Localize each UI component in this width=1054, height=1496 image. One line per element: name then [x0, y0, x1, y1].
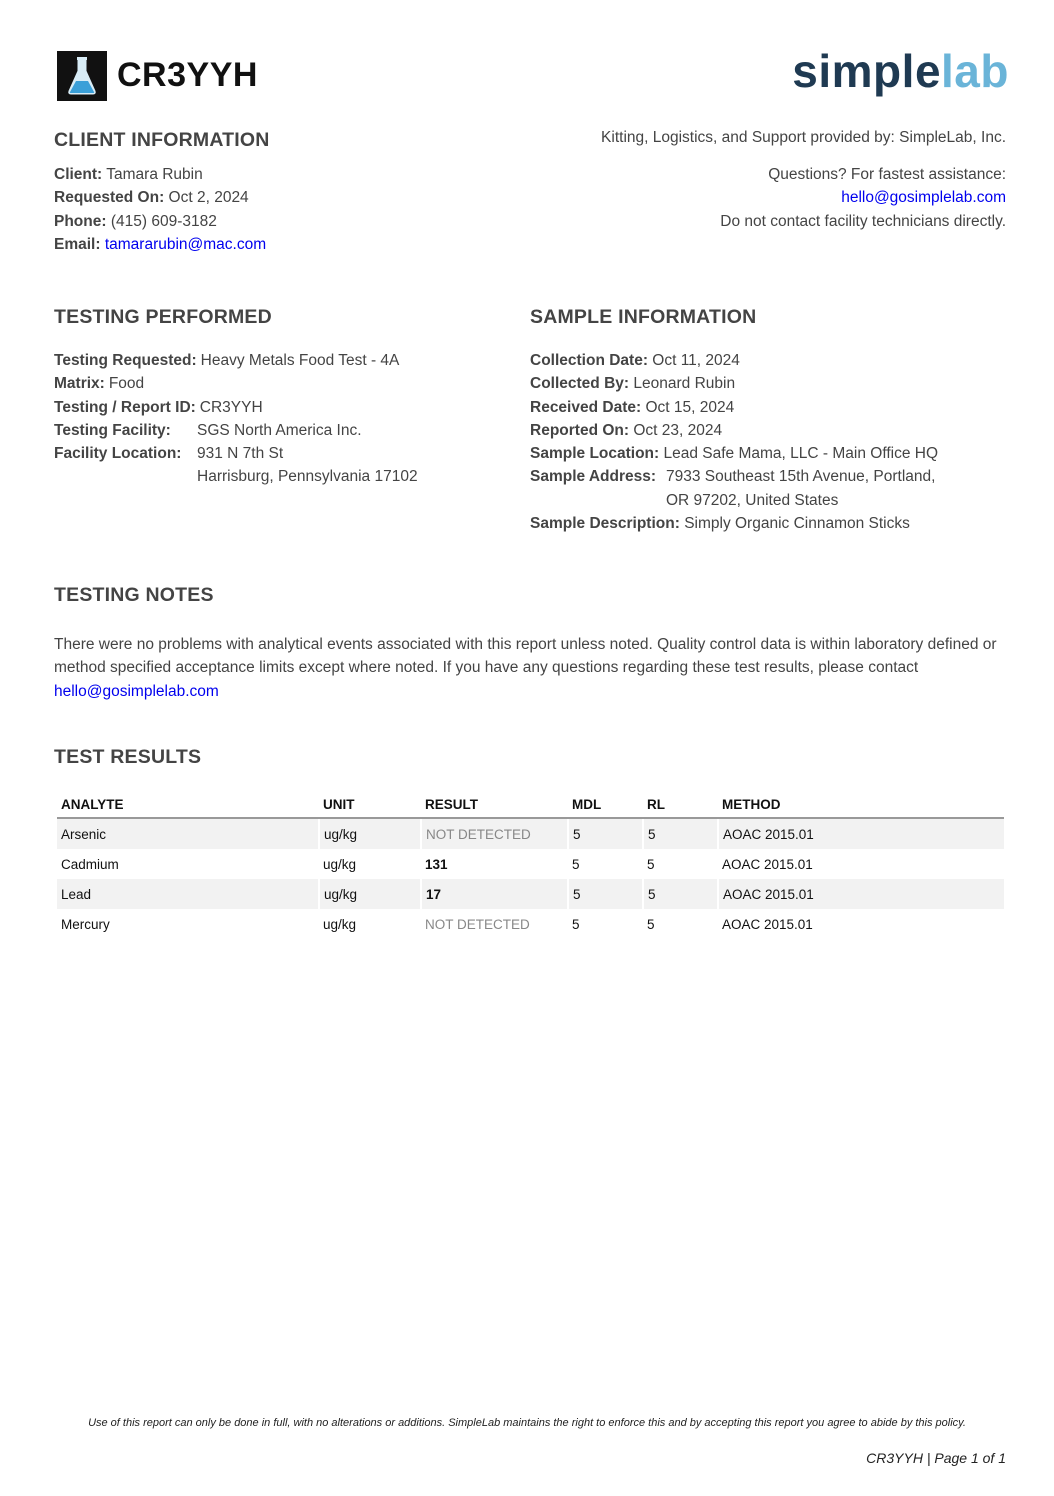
sample-info-heading: SAMPLE INFORMATION	[530, 306, 757, 328]
testing-notes-text	[54, 633, 999, 703]
analyte-cell: Arsenic	[57, 818, 319, 849]
facility-location-line1: 931 N 7th St	[197, 445, 284, 463]
rl-cell: 5	[647, 856, 655, 872]
requested-label: Requested On:	[54, 189, 165, 207]
rl-cell: 5	[643, 818, 718, 849]
testing-performed-block	[54, 349, 484, 489]
questions-text: Questions? For fastest assistance:	[768, 166, 1006, 183]
brand-part-simple: simple	[792, 45, 942, 97]
unit-cell: ug/kg	[323, 916, 357, 932]
col-result: RESULT	[421, 793, 568, 818]
footer-disclaimer: Use of this report can only be done in full, with no alterations or additions. SimpleLab maintains the right to enforce this and by accepting this report you agree to abide by this policy.	[88, 1417, 966, 1429]
report-id-label: Testing / Report ID:	[54, 398, 196, 416]
client-email-link[interactable]: tamararubin@mac.com	[104, 235, 267, 253]
result-cell: 17	[421, 879, 568, 909]
method-cell: AOAC 2015.01	[718, 879, 1004, 909]
flask-icon	[57, 51, 107, 101]
test-results-heading: TEST RESULTS	[54, 746, 202, 768]
results-table	[57, 793, 1004, 939]
method-cell: AOAC 2015.01	[718, 818, 1004, 849]
reported-on-label: Reported On:	[530, 421, 630, 439]
report-id-value: CR3YYH	[199, 398, 263, 416]
facility-label: Testing Facility:	[54, 421, 171, 439]
support-block	[720, 163, 1006, 233]
requested-date: Oct 2, 2024	[168, 189, 249, 207]
collected-by-label: Collected By:	[530, 375, 630, 393]
sample-address-line2: OR 97202, United States	[666, 491, 839, 509]
report-id-title: CR3YYH	[117, 56, 258, 94]
table-row	[57, 818, 1004, 849]
mdl-cell: 5	[568, 818, 643, 849]
col-unit: UNIT	[319, 793, 421, 818]
phone-value: (415) 609-3182	[110, 212, 217, 230]
logo-badge	[57, 51, 107, 101]
testing-requested-value: Heavy Metals Food Test - 4A	[200, 352, 400, 369]
support-email-link[interactable]: hello@gosimplelab.com	[841, 189, 1006, 207]
received-date-label: Received Date:	[530, 398, 642, 416]
sample-info-block	[530, 349, 1000, 535]
sample-location-label: Sample Location:	[530, 445, 660, 463]
table-row	[57, 909, 1004, 939]
method-cell: AOAC 2015.01	[722, 916, 813, 932]
mdl-cell: 5	[568, 879, 643, 909]
reported-on-value: Oct 23, 2024	[633, 421, 723, 439]
client-info-heading: CLIENT INFORMATION	[54, 129, 270, 151]
sample-description-value: Simply Organic Cinnamon Sticks	[684, 515, 910, 533]
analyte-cell: Mercury	[61, 916, 110, 932]
client-label: Client:	[54, 166, 103, 183]
testing-notes-heading: TESTING NOTES	[54, 584, 214, 606]
table-row	[57, 879, 1004, 909]
unit-cell: ug/kg	[323, 856, 357, 872]
collection-date-label: Collection Date:	[530, 352, 648, 369]
notes-email-link[interactable]: hello@gosimplelab.com	[54, 682, 219, 700]
results-header-row	[57, 793, 1004, 818]
sample-location-value: Lead Safe Mama, LLC - Main Office HQ	[663, 445, 939, 463]
page-number: CR3YYH | Page 1 of 1	[866, 1450, 1006, 1466]
testing-requested-label: Testing Requested:	[54, 352, 197, 369]
brand-part-lab: lab	[941, 45, 1009, 97]
col-mdl: MDL	[568, 793, 643, 818]
col-analyte: ANALYTE	[57, 793, 319, 818]
received-date-value: Oct 15, 2024	[645, 398, 735, 416]
unit-cell: ug/kg	[319, 818, 421, 849]
sample-address-line1: 7933 Southeast 15th Avenue, Portland,	[666, 468, 936, 486]
mdl-cell: 5	[572, 856, 580, 872]
matrix-value: Food	[108, 375, 145, 393]
facility-location-label: Facility Location:	[54, 445, 182, 463]
col-method: METHOD	[718, 793, 1004, 818]
facility-location-line2: Harrisburg, Pennsylvania 17102	[197, 468, 418, 486]
support-provider: Kitting, Logistics, and Support provided by: SimpleLab, Inc.	[601, 129, 1006, 146]
result-cell: NOT DETECTED	[421, 818, 568, 849]
result-cell: 131	[425, 856, 448, 872]
rl-cell: 5	[643, 879, 718, 909]
rl-cell: 5	[647, 916, 655, 932]
table-row	[57, 849, 1004, 879]
mdl-cell: 5	[572, 916, 580, 932]
email-label: Email:	[54, 235, 101, 253]
client-name: Tamara Rubin	[106, 166, 203, 183]
analyte-cell: Cadmium	[61, 856, 119, 872]
sample-address-label: Sample Address:	[530, 468, 657, 486]
phone-label: Phone:	[54, 212, 107, 230]
result-cell: NOT DETECTED	[425, 916, 530, 932]
col-rl: RL	[643, 793, 718, 818]
client-info-block	[54, 163, 266, 256]
analyte-cell: Lead	[57, 879, 319, 909]
unit-cell: ug/kg	[319, 879, 421, 909]
simplelab-logo	[792, 44, 1009, 98]
collection-date-value: Oct 11, 2024	[652, 352, 740, 369]
testing-performed-heading: TESTING PERFORMED	[54, 306, 272, 328]
notes-body: There were no problems with analytical events associated with this report unless noted. Quality control data is within laboratory defined or method specified acceptance limits except where noted. If you have any questions regarding these test results, please contact	[54, 636, 997, 677]
sample-description-label: Sample Description:	[530, 515, 680, 533]
facility-value: SGS North America Inc.	[197, 421, 362, 439]
no-contact-warning: Do not contact facility technicians directly.	[720, 212, 1006, 230]
matrix-label: Matrix:	[54, 375, 105, 393]
method-cell: AOAC 2015.01	[722, 856, 813, 872]
collected-by-value: Leonard Rubin	[633, 375, 736, 393]
